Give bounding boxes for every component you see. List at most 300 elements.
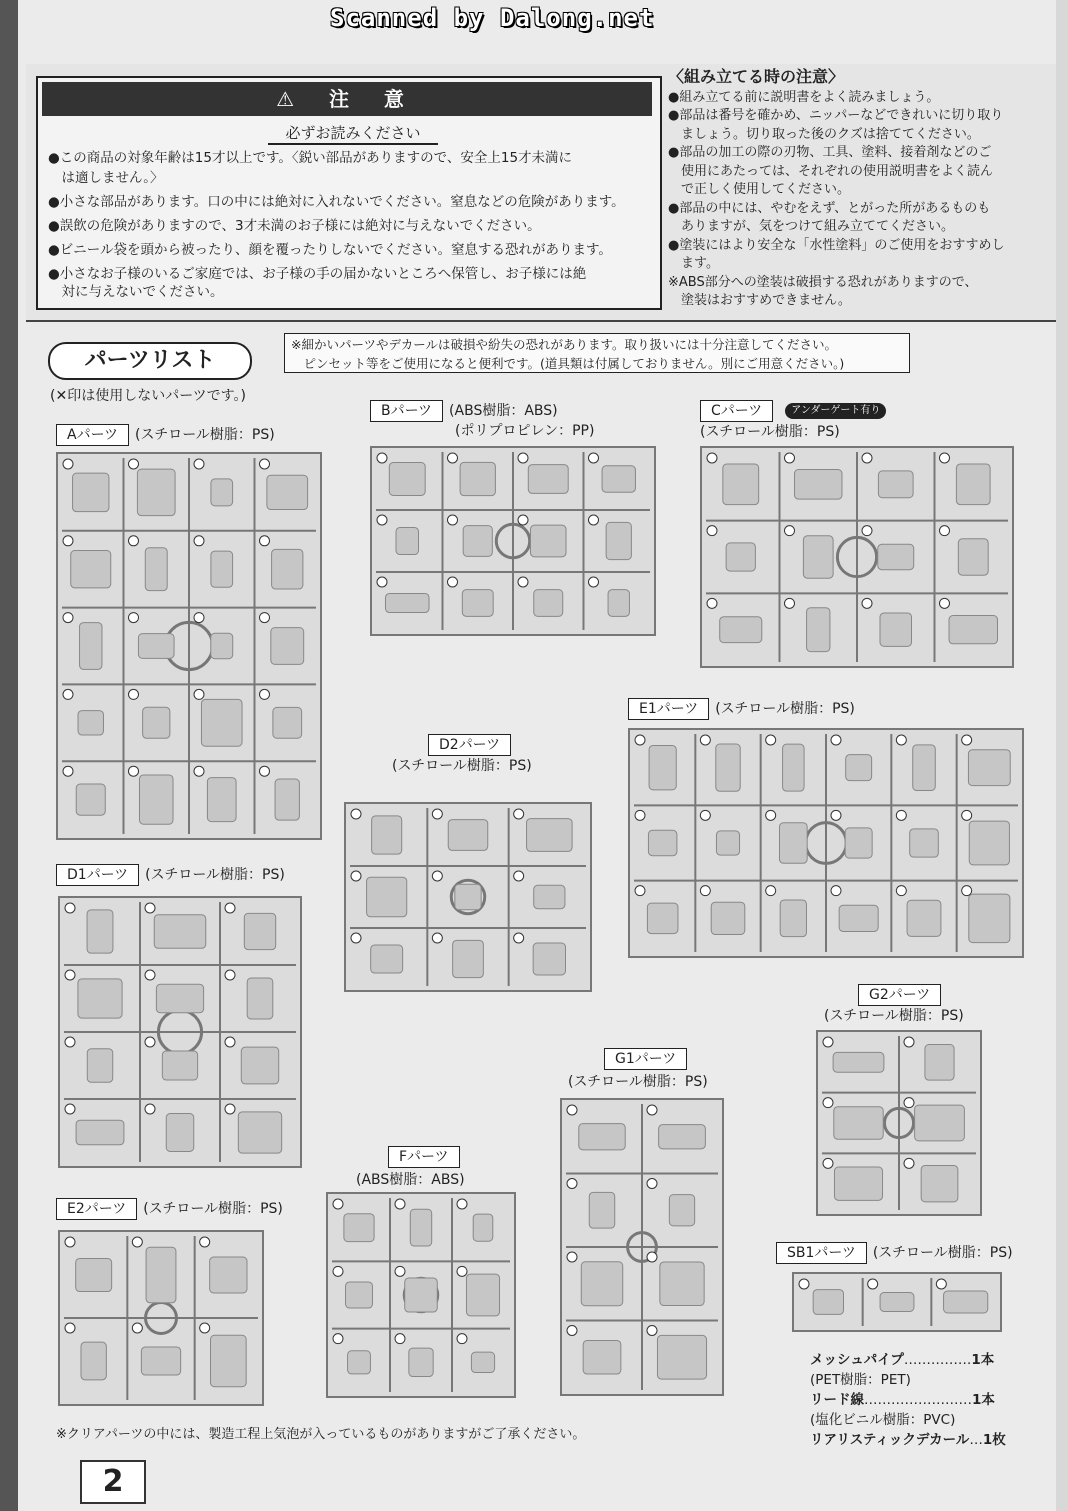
sprue-drawing <box>702 448 1012 666</box>
undergate-badge: アンダーゲート有り <box>785 403 886 419</box>
sprue-shape <box>716 744 740 791</box>
sprue-shape <box>389 463 425 496</box>
parts-material: (スチロール樹脂：PS) <box>145 867 285 883</box>
sprue-shape <box>530 525 566 557</box>
sprue-shape <box>448 515 458 525</box>
parts-label-d1 <box>56 864 285 884</box>
sprue-shape <box>969 894 1010 943</box>
sprue-shape <box>145 903 155 913</box>
caution-line: ●小さな部品があります。口の中には絶対に入れないでください。窒息などの危険があります。 <box>48 194 625 210</box>
parts-label-e1 <box>628 698 855 718</box>
sprue-shape <box>602 466 635 492</box>
sprue-shape <box>432 933 442 943</box>
sprue-shape <box>211 1335 247 1386</box>
parts-material: (スチロール樹脂：PS) <box>700 424 840 440</box>
sprue-shape <box>372 816 402 854</box>
sprue-shape <box>211 551 233 587</box>
assembly-line: ましょう。切り取った後のクズは捨ててください。 <box>668 126 980 142</box>
sprue-shape <box>589 453 599 463</box>
clear-parts-note: ※クリアパーツの中には、製造工程上気泡が入っているものがありますがご了承ください。 <box>56 1427 586 1442</box>
sprue-shape <box>143 707 170 738</box>
parts-note-line: ピンセット等をご使用になると便利です。(道具類は付属しておりません。別にご用意ください。) <box>291 356 845 371</box>
sprue-shape <box>76 1120 124 1145</box>
sprue-shape <box>448 577 458 587</box>
parts-material: (スチロール樹脂：PS) <box>135 427 275 443</box>
sprue-drawing <box>562 1100 722 1394</box>
sprue-shape <box>878 544 914 569</box>
sprue-shape <box>647 1105 657 1115</box>
caution-line: ●誤飲の危険がありますので、3才未満のお子様には絶対に与えないでください。 <box>48 218 541 234</box>
sprue-shape <box>453 940 484 977</box>
sprue-shape <box>647 1326 657 1336</box>
sprue-shape <box>907 900 941 936</box>
extra-item: (PET樹脂：PET) <box>810 1372 911 1388</box>
sprue-shape <box>700 735 710 745</box>
sprue-shape <box>344 1214 374 1242</box>
sprue-shape <box>807 608 830 652</box>
sprue-shape <box>779 823 807 864</box>
parts-name: Aパーツ <box>56 424 129 446</box>
assembly-line: ●部品の加工の際の刃物、工具、塗料、接着剤などのご <box>668 145 992 160</box>
sprue-shape <box>647 1252 657 1262</box>
runner-d2 <box>344 802 592 992</box>
caution-line: ●ビニール袋を頭から被ったり、顔を覆ったりしないでください。窒息する恐れがあります。 <box>48 242 612 258</box>
sprue-shape <box>936 1279 946 1289</box>
parts-material: (スチロール樹脂：PS) <box>143 1201 283 1217</box>
sprue-shape <box>635 810 645 820</box>
sprue-shape <box>567 1326 577 1336</box>
extra-item: リード線……………………1本 <box>810 1392 995 1408</box>
sprue-shape <box>210 1257 247 1293</box>
sprue-shape <box>238 1112 281 1153</box>
sprue-shape <box>194 613 204 623</box>
sprue-shape <box>267 475 308 509</box>
assembly-line: ※ABS部分への塗装は破損する恐れがありますので、 <box>668 274 978 290</box>
sprue-shape <box>958 539 988 575</box>
sprue-shape <box>63 459 73 469</box>
parts-name: Fパーツ <box>388 1146 460 1168</box>
sprue-shape <box>73 473 109 512</box>
sprue-shape <box>831 886 841 896</box>
parts-material: (スチロール樹脂：PS) <box>715 701 855 717</box>
sprue-shape <box>823 1037 833 1047</box>
sprue-shape <box>80 623 102 670</box>
sprue-shape <box>962 735 972 745</box>
sprue-shape <box>711 902 745 934</box>
sprue-shape <box>783 744 804 791</box>
sprue-shape <box>432 809 442 819</box>
sprue-shape <box>780 900 806 937</box>
sprue-shape <box>63 766 73 776</box>
runner-sb1 <box>792 1272 1002 1332</box>
sprue-shape <box>669 1195 694 1226</box>
sprue-shape <box>457 1266 467 1276</box>
scanner-watermark: Scanned by Dalong.net <box>330 4 655 32</box>
sprue-shape <box>635 735 645 745</box>
sprue-drawing <box>346 804 590 990</box>
parts-material: (スチロール樹脂：PS) <box>872 1245 1013 1261</box>
sprue-shape <box>589 1192 614 1228</box>
sprue-shape <box>660 1262 704 1306</box>
runner-c <box>700 446 1014 668</box>
sprue-shape <box>132 1237 142 1247</box>
parts-label-e2 <box>56 1198 283 1218</box>
sprue-shape <box>831 810 841 820</box>
sprue-shape <box>940 453 950 463</box>
sprue-shape <box>409 1348 433 1376</box>
parts-label-g2 <box>858 984 947 1004</box>
sprue-shape <box>766 810 776 820</box>
sprue-shape <box>200 1237 210 1247</box>
page-number: 2 <box>80 1460 146 1504</box>
sprue-shape <box>432 871 442 881</box>
sprue-shape <box>968 750 1010 786</box>
sprue-shape <box>589 515 599 525</box>
sprue-shape <box>880 613 912 646</box>
sprue-shape <box>962 810 972 820</box>
must-read-label: 必ずお読みください <box>268 122 438 145</box>
sprue-shape <box>589 577 599 587</box>
sprue-shape <box>377 453 387 463</box>
sprue-shape <box>141 1347 180 1375</box>
sprue-shape <box>194 766 204 776</box>
runner-g2 <box>816 1030 982 1216</box>
caution-line: ●この商品の対象年齢は15才以上です。〈鋭い部品がありますので、安全上15才未満に <box>48 150 573 166</box>
sprue-shape <box>260 459 270 469</box>
sprue-shape <box>63 536 73 546</box>
sprue-shape <box>225 970 235 980</box>
sprue-shape <box>260 536 270 546</box>
assembly-line: ます。 <box>668 256 719 271</box>
sprue-shape <box>766 735 776 745</box>
sprue-shape <box>207 778 236 822</box>
sprue-shape <box>707 598 717 608</box>
parts-list-title: パーツリスト <box>48 342 252 380</box>
sprue-shape <box>225 903 235 913</box>
runner-a <box>56 452 322 840</box>
sprue-drawing <box>794 1274 1000 1330</box>
sprue-shape <box>896 886 906 896</box>
sprue-shape <box>785 453 795 463</box>
sprue-shape <box>940 598 950 608</box>
sprue-shape <box>921 1165 958 1201</box>
sprue-shape <box>649 745 676 789</box>
sprue-shape <box>659 1125 706 1149</box>
runner-e2 <box>58 1230 264 1406</box>
sprue-shape <box>785 526 795 536</box>
runner-e1 <box>628 728 1024 958</box>
assembly-line: ●部品の中には、やむをえず、とがった所があるものも <box>668 200 991 216</box>
assembly-line: ●組み立てる前に説明書をよく読みましょう。 <box>668 89 940 105</box>
sprue-shape <box>395 1334 405 1344</box>
sprue-shape <box>606 522 631 559</box>
sprue-shape <box>834 1167 882 1200</box>
parts-label-sb1 <box>776 1242 1013 1262</box>
sprue-shape <box>514 871 524 881</box>
parts-note-line: ※細かいパーツやデカールは破損や紛失の恐れがあります。取り扱いには十分注意してください。 <box>291 337 837 352</box>
sprue-shape <box>194 459 204 469</box>
assembly-line: 使用にあたっては、それぞれの使用説明書をよく読ん <box>668 163 994 179</box>
sprue-shape <box>166 1114 193 1152</box>
sprue-shape <box>272 549 303 589</box>
sprue-shape <box>534 590 563 617</box>
sprue-shape <box>87 1049 112 1083</box>
sprue-shape <box>514 809 524 819</box>
parts-material: (ABS樹脂：ABS) <box>449 403 558 419</box>
sprue-shape <box>377 577 387 587</box>
sprue-shape <box>211 633 233 658</box>
sprue-shape <box>466 1274 499 1316</box>
sprue-shape <box>225 1104 235 1114</box>
sprue-drawing <box>60 898 300 1166</box>
sprue-shape <box>726 543 755 571</box>
sprue-shape <box>583 1340 621 1374</box>
sprue-shape <box>137 469 175 516</box>
sprue-shape <box>823 1098 833 1108</box>
sprue-drawing <box>58 454 320 838</box>
sprue-shape <box>878 471 913 498</box>
sprue-shape <box>949 616 997 644</box>
sprue-shape <box>87 910 113 953</box>
sprue-shape <box>896 810 906 820</box>
sprue-shape <box>534 885 565 908</box>
sprue-shape <box>211 479 233 506</box>
sprue-shape <box>880 1293 914 1312</box>
sprue-shape <box>567 1105 577 1115</box>
sprue-shape <box>831 735 841 745</box>
sprue-shape <box>351 871 361 881</box>
parts-material: (スチロール樹脂：PS) <box>824 1008 964 1024</box>
sprue-shape <box>962 886 972 896</box>
caution-line: は適しません。〉 <box>48 170 164 186</box>
sprue-shape <box>371 945 403 973</box>
sprue-shape <box>795 470 842 500</box>
parts-name: Bパーツ <box>370 400 443 422</box>
sprue-shape <box>720 617 762 643</box>
sprue-shape <box>567 1179 577 1189</box>
parts-label-f <box>388 1146 466 1166</box>
parts-name: G1パーツ <box>604 1048 687 1070</box>
parts-material: (スチロール樹脂：PS) <box>392 758 532 774</box>
sprue-shape <box>65 903 75 913</box>
sprue-shape <box>834 1107 883 1140</box>
sprue-shape <box>81 1342 106 1380</box>
sprue-shape <box>657 1335 706 1379</box>
sprue-shape <box>145 1037 155 1047</box>
parts-material-2: (ポリプロピレン：PP) <box>455 423 595 439</box>
sprue-shape <box>518 453 528 463</box>
sprue-shape <box>913 745 936 791</box>
sprue-shape <box>608 590 629 617</box>
sprue-drawing <box>328 1194 514 1396</box>
caution-header: ⚠ 注 意 <box>42 82 652 116</box>
sprue-shape <box>833 1052 884 1072</box>
sprue-shape <box>156 984 203 1013</box>
sprue-shape <box>333 1266 343 1276</box>
assembly-line: ●塗装にはより安全な「水性塗料」のご使用をおすすめし <box>668 237 1005 253</box>
sprue-shape <box>457 1334 467 1344</box>
sprue-shape <box>647 1179 657 1189</box>
sprue-shape <box>145 1104 155 1114</box>
sprue-shape <box>785 598 795 608</box>
sprue-shape <box>533 943 565 975</box>
caution-box <box>36 76 662 310</box>
sprue-shape <box>65 1237 75 1247</box>
sprue-shape <box>348 1351 371 1374</box>
sprue-shape <box>410 1209 431 1246</box>
sprue-shape <box>799 1279 809 1289</box>
sprue-shape <box>65 1323 75 1333</box>
sprue-shape <box>716 831 739 855</box>
sprue-shape <box>145 548 167 591</box>
sprue-shape <box>146 1247 176 1303</box>
sprue-shape <box>862 526 872 536</box>
sprue-shape <box>700 810 710 820</box>
sprue-shape <box>351 933 361 943</box>
sprue-drawing <box>818 1032 980 1214</box>
sprue-shape <box>63 613 73 623</box>
sprue-shape <box>528 465 568 494</box>
parts-name: Cパーツ <box>700 400 773 422</box>
sprue-shape <box>514 933 524 943</box>
runner-d1 <box>58 896 302 1168</box>
caution-line: ●小さなお子様のいるご家庭では、お子様の手の届かないところへ保管し、お子様には絶 <box>48 266 587 282</box>
sprue-shape <box>225 1037 235 1047</box>
assembly-line: ●部品は番号を確かめ、ニッパーなどできれいに切り取り <box>668 108 1004 123</box>
runner-g1 <box>560 1098 724 1396</box>
sprue-shape <box>723 464 759 505</box>
sprue-shape <box>247 978 273 1019</box>
sprue-shape <box>896 735 906 745</box>
sprue-shape <box>463 526 492 557</box>
assembly-line: 塗装はおすすめできません。 <box>668 293 851 308</box>
sprue-shape <box>862 598 872 608</box>
sprue-shape <box>581 1262 622 1306</box>
sprue-shape <box>138 634 174 659</box>
sprue-shape <box>132 1323 142 1333</box>
sprue-shape <box>76 784 105 815</box>
sprue-shape <box>351 809 361 819</box>
sprue-shape <box>455 884 481 910</box>
sprue-shape <box>367 877 407 917</box>
assembly-line: で正しく使用してください。 <box>668 182 851 197</box>
parts-material: (スチロール樹脂：PS) <box>568 1074 708 1090</box>
sprue-shape <box>162 1051 197 1080</box>
unused-parts-note: (✕印は使用しないパーツです。) <box>50 388 246 404</box>
parts-label-b <box>370 400 558 420</box>
sprue-drawing <box>60 1232 262 1404</box>
sprue-shape <box>395 1266 405 1276</box>
sprue-shape <box>803 536 833 578</box>
sprue-drawing <box>372 448 654 634</box>
sprue-shape <box>518 577 528 587</box>
extra-item: リアリスティックデカール…1枚 <box>810 1432 1006 1448</box>
extra-item: (塩化ビニル樹脂：PVC) <box>810 1412 956 1428</box>
sprue-shape <box>648 830 676 855</box>
sprue-shape <box>845 828 872 858</box>
sprue-shape <box>813 1290 843 1315</box>
sprue-shape <box>244 913 275 949</box>
sprue-shape <box>333 1334 343 1344</box>
sprue-shape <box>377 515 387 525</box>
left-binding-strip <box>0 0 18 1511</box>
sprue-shape <box>925 1045 954 1081</box>
caution-line: 対に与えないでください。 <box>48 284 224 300</box>
sprue-shape <box>647 903 678 933</box>
runner-f <box>326 1192 516 1398</box>
parts-name: SB1パーツ <box>776 1242 867 1264</box>
sprue-shape <box>868 1279 878 1289</box>
sprue-shape <box>707 453 717 463</box>
sprue-shape <box>129 689 139 699</box>
sprue-shape <box>766 886 776 896</box>
parts-material: (ABS樹脂：ABS) <box>356 1172 465 1188</box>
sprue-shape <box>395 1199 405 1209</box>
sprue-shape <box>471 1352 494 1372</box>
sprue-shape <box>405 1278 438 1312</box>
sprue-shape <box>241 1047 278 1084</box>
sprue-shape <box>823 1158 833 1168</box>
sprue-shape <box>275 779 299 820</box>
sprue-shape <box>260 613 270 623</box>
sprue-shape <box>969 821 1009 865</box>
sprue-shape <box>460 462 495 495</box>
sprue-shape <box>473 1214 493 1241</box>
sprue-shape <box>839 905 878 931</box>
sprue-shape <box>260 766 270 776</box>
sprue-shape <box>154 915 206 949</box>
sprue-shape <box>333 1199 343 1209</box>
sprue-shape <box>201 699 242 746</box>
parts-name: G2パーツ <box>858 984 941 1006</box>
extra-items-list <box>810 1350 1030 1450</box>
sprue-drawing <box>630 730 1022 956</box>
sprue-shape <box>635 886 645 896</box>
sprue-shape <box>448 453 458 463</box>
sprue-shape <box>271 628 304 665</box>
sprue-shape <box>944 1291 988 1313</box>
sprue-shape <box>65 1104 75 1114</box>
sprue-shape <box>462 590 493 617</box>
sprue-shape <box>194 536 204 546</box>
sprue-shape <box>65 970 75 980</box>
right-edge-strip <box>1056 0 1068 1511</box>
sprue-shape <box>904 1158 914 1168</box>
assembly-notes <box>668 68 1038 311</box>
sprue-shape <box>129 459 139 469</box>
parts-name: D2パーツ <box>428 734 511 756</box>
sprue-shape <box>129 613 139 623</box>
sprue-shape <box>200 1323 210 1333</box>
sprue-shape <box>904 1037 914 1047</box>
sprue-shape <box>904 1098 914 1108</box>
extra-item: メッシュパイプ……………1本 <box>810 1352 995 1368</box>
sprue-shape <box>940 526 950 536</box>
parts-name: D1パーツ <box>56 864 139 886</box>
sprue-shape <box>846 755 872 781</box>
parts-label-g1 <box>604 1048 693 1068</box>
sprue-shape <box>139 775 173 824</box>
sprue-shape <box>956 464 990 505</box>
sprue-shape <box>567 1252 577 1262</box>
sprue-shape <box>129 536 139 546</box>
sprue-shape <box>700 886 710 896</box>
parts-label-c <box>700 400 886 420</box>
assembly-title: 〈組み立てる時の注意〉 <box>668 67 845 86</box>
sprue-shape <box>385 593 429 612</box>
sprue-shape <box>448 820 488 851</box>
sprue-shape <box>915 1105 965 1141</box>
